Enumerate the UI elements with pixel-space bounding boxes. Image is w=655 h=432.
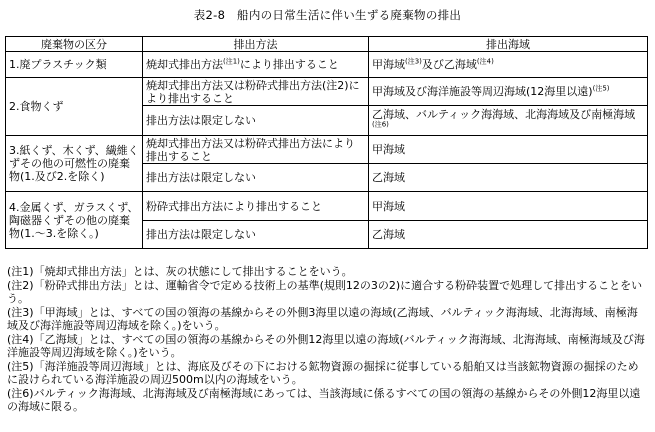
method-note-ref: (注1) xyxy=(223,57,240,66)
table-row xyxy=(6,136,648,164)
row-category: 3.紙くず、木くず、繊維くずその他の可燃性の廃棄物(1.及び2.を除く) xyxy=(6,136,143,192)
row-area: 乙海域 xyxy=(369,164,648,192)
header-area: 排出海域 xyxy=(369,37,648,52)
method-text-tail: により排出すること xyxy=(239,58,339,71)
header-category: 廃棄物の区分 xyxy=(6,37,143,52)
row-category: 4.金属くず、ガラスくず、陶磁器くずその他の廃棄物(1.～3.を除く。) xyxy=(6,192,143,249)
area-text: 甲海域及び海洋施設等周辺海域(12海里以遠) xyxy=(372,85,593,98)
footnote: (注3)「甲海域」とは、すべての国の領海の基線からその外側3海里以遠の海域(乙海域、バルティック海海域、北海海域、南極海域及び海洋施設等周辺海域を除く。)をいう。 xyxy=(7,306,638,332)
row-area: 甲海域 xyxy=(369,192,648,221)
area-text: 乙海域、バルティック海海域、北海海域及び南極海域 xyxy=(372,107,636,121)
row-area xyxy=(369,106,648,136)
waste-discharge-table xyxy=(5,36,648,249)
method-text: 焼却式排出方法 xyxy=(146,58,223,71)
row-method: 排出方法は限定しない xyxy=(143,106,369,136)
area-note-ref: (注3) xyxy=(405,57,422,66)
row-category: 2.食物くず xyxy=(6,78,143,136)
table-row xyxy=(6,52,648,78)
table-row xyxy=(6,78,648,106)
row-method: 粉砕式排出方法により排出すること xyxy=(143,192,369,221)
area-note-ref: (注6) xyxy=(372,119,389,128)
area-note-ref-2: (注4) xyxy=(476,57,494,66)
footnotes xyxy=(7,265,647,414)
row-method: 排出方法は限定しない xyxy=(143,221,369,249)
area-text: 甲海域 xyxy=(372,58,405,71)
row-method xyxy=(143,52,369,78)
footnote: (注1)「焼却式排出方法」とは、灰の状態にして排出することをいう。 xyxy=(7,265,353,278)
footnote: (注6)バルティック海海域、北海海域及び南極海域にあっては、当該海域に係るすべての国の領海の基線からその外側12海里以遠の海域に限る。 xyxy=(7,387,641,413)
row-area: 甲海域 xyxy=(369,136,648,164)
footnote: (注5)「海洋施設等周辺海域」とは、海底及びその下における鉱物資源の掘採に従事している船舶又は当該鉱物資源の掘採のために設けられている海洋施設の周辺500m以内の海域をいう。 xyxy=(7,360,639,386)
row-area: 乙海域 xyxy=(369,221,648,249)
row-method: 焼却式排出方法又は粉砕式排出方法(注2)により排出すること xyxy=(143,78,369,106)
area-note-ref: (注5) xyxy=(592,84,610,93)
row-area xyxy=(369,52,648,78)
table-header-row xyxy=(6,37,648,52)
area-text-mid: 及び乙海域 xyxy=(421,58,477,71)
table-row xyxy=(6,192,648,221)
footnote: (注2)「粉砕式排出方法」とは、運輸省令で定める技術上の基準(規則12の3の2)に適合する粉砕装置で処理して排出することをいう。 xyxy=(7,279,643,305)
table-title: 表2-8 船内の日常生活に伴い生ずる廃棄物の排出 xyxy=(193,8,462,22)
row-method: 排出方法は限定しない xyxy=(143,164,369,192)
row-method: 焼却式排出方法又は粉砕式排出方法により排出すること xyxy=(143,136,369,164)
row-category: 1.廃プラスチック類 xyxy=(6,52,143,78)
header-method: 排出方法 xyxy=(143,37,369,52)
row-area xyxy=(369,78,648,106)
footnote: (注4)「乙海域」とは、すべての国の領海の基線からその外側12海里以遠の海域(バルティック海海域、北海海域、南極海域及び海洋施設等周辺海域を除く。)をいう。 xyxy=(7,333,645,359)
